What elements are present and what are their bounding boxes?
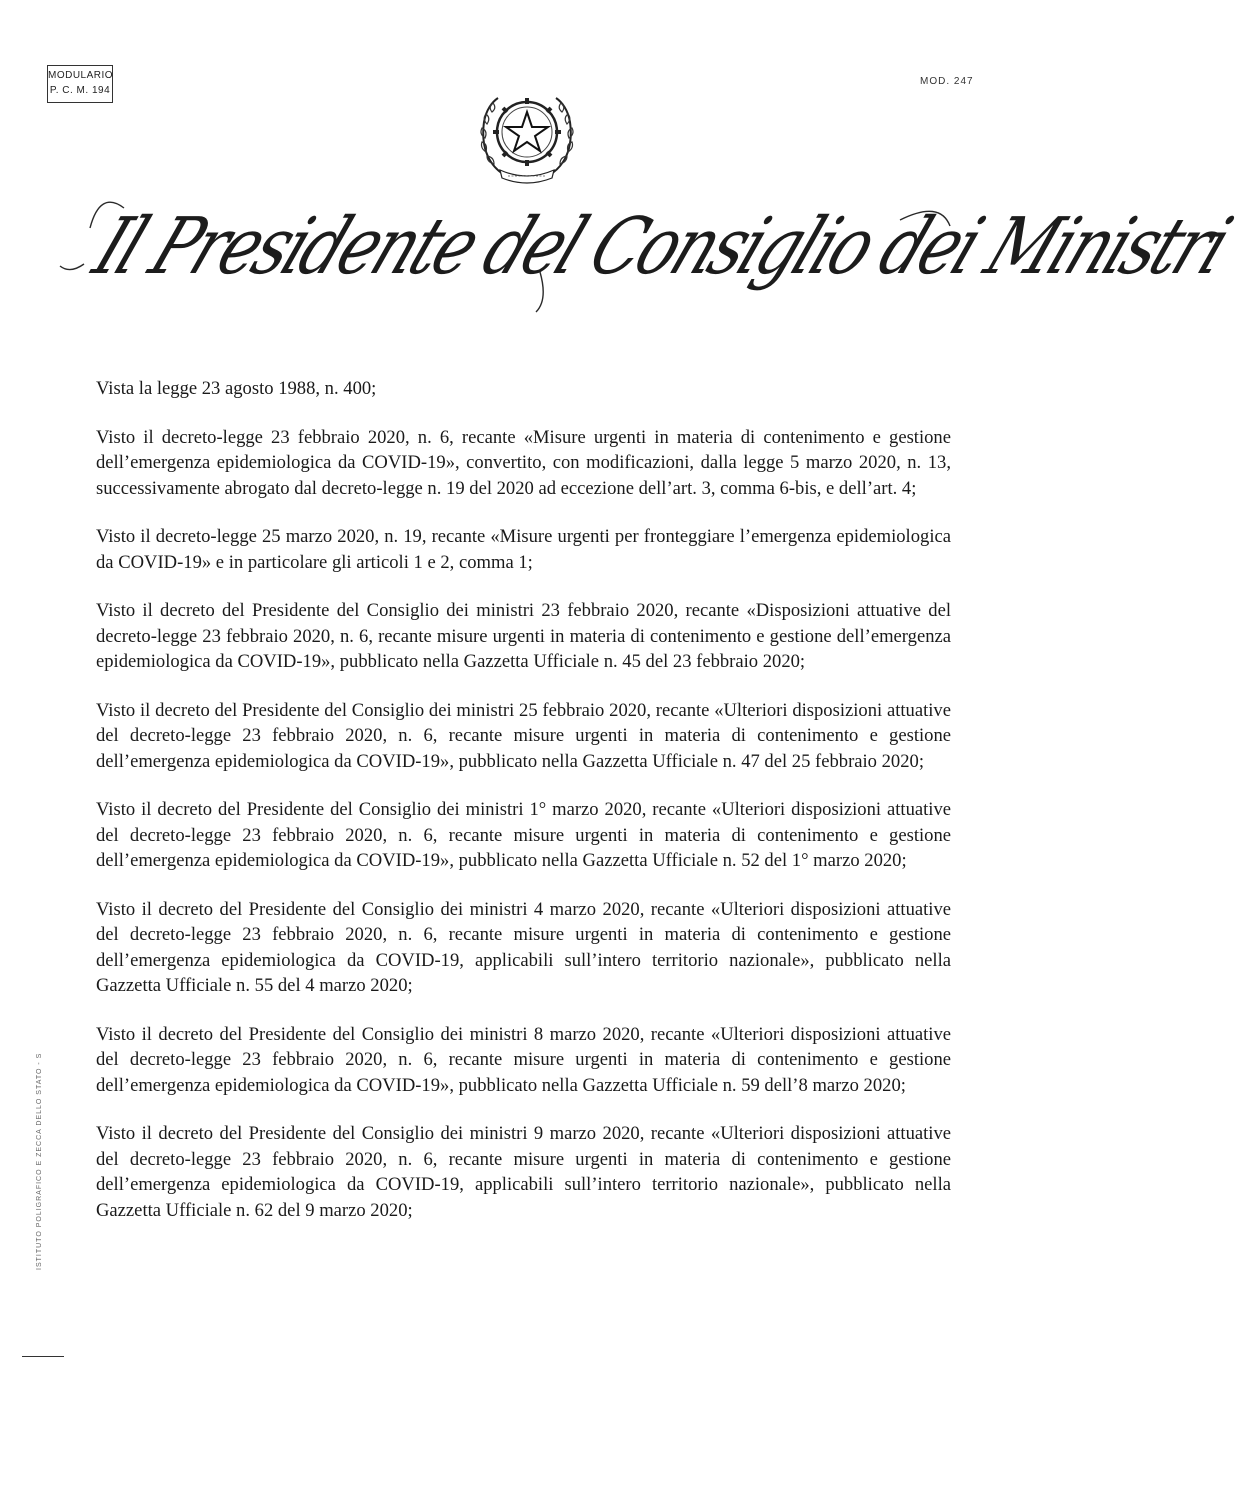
paragraph: Visto il decreto del Presidente del Consiglio dei ministri 8 marzo 2020, recante «Ulteriori disposizioni attuative del decreto-legge 23 febbraio 2020, n. 6, recante misure urgenti in materia di contenimento e gestione dell’emergenza epidemiologica da COVID-19», pubblicato nella Gazzetta Ufficiale n. 59 dell’8 marzo 2020; — [96, 1023, 951, 1096]
footer-divider — [22, 1356, 64, 1357]
page-title: Il Presidente del Consiglio dei Ministri — [81, 202, 1241, 292]
paragraph: Visto il decreto del Presidente del Consiglio dei ministri 9 marzo 2020, recante «Ulteriori disposizioni attuative del decreto-legge 23 febbraio 2020, n. 6, recante misure urgenti in materia di contenimento e gestione dell’emergenza epidemiologica da COVID-19, applicabili sull’intero territorio nazionale», pubblicato nella Gazzetta Ufficiale n. 62 del 9 marzo 2020; — [96, 1123, 951, 1221]
italian-republic-emblem-icon — [472, 82, 582, 190]
paragraph: Visto il decreto del Presidente del Consiglio dei ministri 4 marzo 2020, recante «Ulteriori disposizioni attuative del decreto-legge 23 febbraio 2020, n. 6, recante misure urgenti in materia di contenimento e gestione dell’emergenza epidemiologica da COVID-19, applicabili sull’intero territorio nazionale», pubblicato nella Gazzetta Ufficiale n. 55 del 4 marzo 2020; — [96, 898, 951, 996]
form-code-box-line1: MODULARIO — [48, 70, 114, 81]
presidency-heading — [60, 180, 1241, 320]
paragraph: Vista la legge 23 agosto 1988, n. 400; — [96, 378, 377, 399]
paragraph: Visto il decreto del Presidente del Consiglio dei ministri 25 febbraio 2020, recante «Ulteriori disposizioni attuative del decreto-legge 23 febbraio 2020, n. 6, recante misure urgenti in materia di contenimento e gestione dell’emergenza epidemiologica da COVID-19», pubblicato nella Gazzetta Ufficiale n. 47 del 25 febbraio 2020; — [96, 699, 951, 772]
document-body — [96, 376, 951, 1246]
paragraph: Visto il decreto del Presidente del Consiglio dei ministri 1° marzo 2020, recante «Ulteriori disposizioni attuative del decreto-legge 23 febbraio 2020, n. 6, recante misure urgenti in materia di contenimento e gestione dell’emergenza epidemiologica da COVID-19», pubblicato nella Gazzetta Ufficiale n. 52 del 1° marzo 2020; — [96, 799, 951, 871]
form-code-box — [47, 65, 113, 103]
paragraph: Visto il decreto-legge 23 febbraio 2020, n. 6, recante «Misure urgenti in materia di contenimento e gestione dell’emergenza epidemiologica da COVID-19», convertito, con modificazioni, dalla legge 5 marzo 2020, n. 13, successivamente abrogato dal decreto-legge n. 19 del 2020 ad eccezione dell’art. 3, comma 6-bis, e dell’art. 4; — [96, 426, 951, 499]
printer-margin-note-text: ISTITUTO POLIGRAFICO E ZECCA DELLO STATO - S — [36, 1052, 43, 1270]
form-code-box-line2: P. C. M. 194 — [49, 85, 111, 96]
paragraph: Visto il decreto-legge 25 marzo 2020, n. 19, recante «Misure urgenti per fronteggiare l’emergenza epidemiologica da COVID-19» e in particolare gli articoli 1 e 2, comma 1; — [96, 526, 951, 573]
form-model-code: MOD. 247 — [920, 76, 974, 87]
printer-margin-note — [36, 870, 43, 1270]
paragraph: Visto il decreto del Presidente del Consiglio dei ministri 23 febbraio 2020, recante «Disposizioni attuative del decreto-legge 23 febbraio 2020, n. 6, recante misure urgenti in materia di contenimento e gestione dell’emergenza epidemiologica da COVID-19», pubblicato nella Gazzetta Ufficiale n. 45 del 23 febbraio 2020; — [96, 600, 951, 672]
